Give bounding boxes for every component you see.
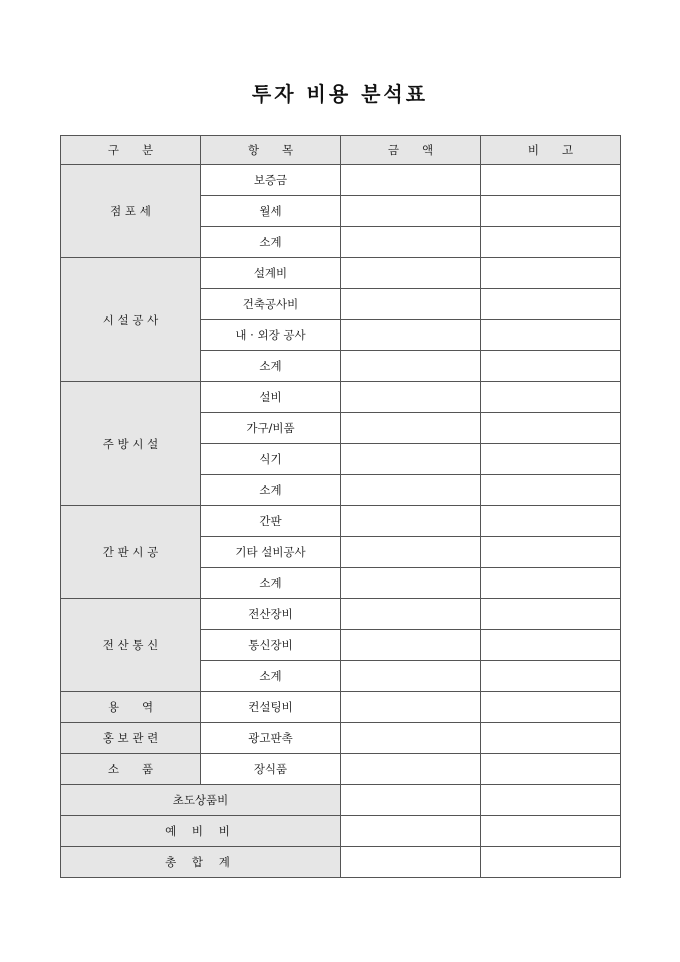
group-label-sign: 간 판 시 공	[61, 506, 201, 599]
group-label-supplies: 소 품	[61, 754, 201, 785]
item-cell: 설비	[201, 382, 341, 413]
amount-cell[interactable]	[341, 816, 481, 847]
amount-cell[interactable]	[341, 692, 481, 723]
group-label-promo: 홍 보 관 련	[61, 723, 201, 754]
amount-cell[interactable]	[341, 847, 481, 878]
note-cell[interactable]	[481, 475, 621, 506]
table-row	[61, 785, 621, 816]
amount-cell[interactable]	[341, 754, 481, 785]
header-row	[61, 136, 621, 165]
amount-cell[interactable]	[341, 537, 481, 568]
item-cell: 통신장비	[201, 630, 341, 661]
amount-cell[interactable]	[341, 258, 481, 289]
item-cell: 식기	[201, 444, 341, 475]
initial-goods-label: 초도상품비	[61, 785, 341, 816]
group-label-facility: 시 설 공 사	[61, 258, 201, 382]
item-cell: 건축공사비	[201, 289, 341, 320]
amount-cell[interactable]	[341, 568, 481, 599]
table-row	[61, 692, 621, 723]
table-row	[61, 506, 621, 537]
table-row	[61, 847, 621, 878]
item-cell: 월세	[201, 196, 341, 227]
table-row	[61, 599, 621, 630]
note-cell[interactable]	[481, 165, 621, 196]
amount-cell[interactable]	[341, 661, 481, 692]
item-cell: 광고판촉	[201, 723, 341, 754]
table-row	[61, 382, 621, 413]
item-cell: 설계비	[201, 258, 341, 289]
note-cell[interactable]	[481, 568, 621, 599]
amount-cell[interactable]	[341, 382, 481, 413]
item-cell: 보증금	[201, 165, 341, 196]
note-cell[interactable]	[481, 785, 621, 816]
reserve-label: 예 비 비	[61, 816, 341, 847]
amount-cell[interactable]	[341, 289, 481, 320]
item-cell: 소계	[201, 568, 341, 599]
item-cell: 전산장비	[201, 599, 341, 630]
note-cell[interactable]	[481, 723, 621, 754]
table-row	[61, 165, 621, 196]
document-title: 투자 비용 분석표	[251, 82, 429, 106]
group-label-it: 전 산 통 신	[61, 599, 201, 692]
item-cell: 소계	[201, 351, 341, 382]
note-cell[interactable]	[481, 847, 621, 878]
amount-cell[interactable]	[341, 630, 481, 661]
item-cell: 소계	[201, 661, 341, 692]
note-cell[interactable]	[481, 661, 621, 692]
note-cell[interactable]	[481, 599, 621, 630]
note-cell[interactable]	[481, 537, 621, 568]
amount-cell[interactable]	[341, 196, 481, 227]
item-cell: 컨설팅비	[201, 692, 341, 723]
amount-cell[interactable]	[341, 320, 481, 351]
item-cell: 가구/비품	[201, 413, 341, 444]
item-cell: 장식품	[201, 754, 341, 785]
note-cell[interactable]	[481, 754, 621, 785]
header-note: 비 고	[481, 136, 621, 165]
note-cell[interactable]	[481, 816, 621, 847]
note-cell[interactable]	[481, 692, 621, 723]
note-cell[interactable]	[481, 506, 621, 537]
note-cell[interactable]	[481, 444, 621, 475]
cost-analysis-table	[60, 135, 621, 878]
item-cell: 소계	[201, 475, 341, 506]
grand-total-label: 총 합 계	[61, 847, 341, 878]
item-cell: 내 · 외장 공사	[201, 320, 341, 351]
amount-cell[interactable]	[341, 165, 481, 196]
note-cell[interactable]	[481, 227, 621, 258]
amount-cell[interactable]	[341, 227, 481, 258]
item-cell: 기타 설비공사	[201, 537, 341, 568]
note-cell[interactable]	[481, 630, 621, 661]
amount-cell[interactable]	[341, 475, 481, 506]
amount-cell[interactable]	[341, 723, 481, 754]
note-cell[interactable]	[481, 196, 621, 227]
table-row	[61, 258, 621, 289]
note-cell[interactable]	[481, 258, 621, 289]
table-row	[61, 723, 621, 754]
item-cell: 소계	[201, 227, 341, 258]
note-cell[interactable]	[481, 413, 621, 444]
header-item: 항 목	[201, 136, 341, 165]
amount-cell[interactable]	[341, 444, 481, 475]
header-amount: 금 액	[341, 136, 481, 165]
table-row	[61, 816, 621, 847]
table-row	[61, 754, 621, 785]
group-label-kitchen: 주 방 시 설	[61, 382, 201, 506]
note-cell[interactable]	[481, 351, 621, 382]
group-label-rent: 점 포 세	[61, 165, 201, 258]
header-category: 구 분	[61, 136, 201, 165]
amount-cell[interactable]	[341, 785, 481, 816]
amount-cell[interactable]	[341, 599, 481, 630]
note-cell[interactable]	[481, 382, 621, 413]
amount-cell[interactable]	[341, 413, 481, 444]
amount-cell[interactable]	[341, 506, 481, 537]
amount-cell[interactable]	[341, 351, 481, 382]
group-label-service: 용 역	[61, 692, 201, 723]
note-cell[interactable]	[481, 320, 621, 351]
note-cell[interactable]	[481, 289, 621, 320]
item-cell: 간판	[201, 506, 341, 537]
